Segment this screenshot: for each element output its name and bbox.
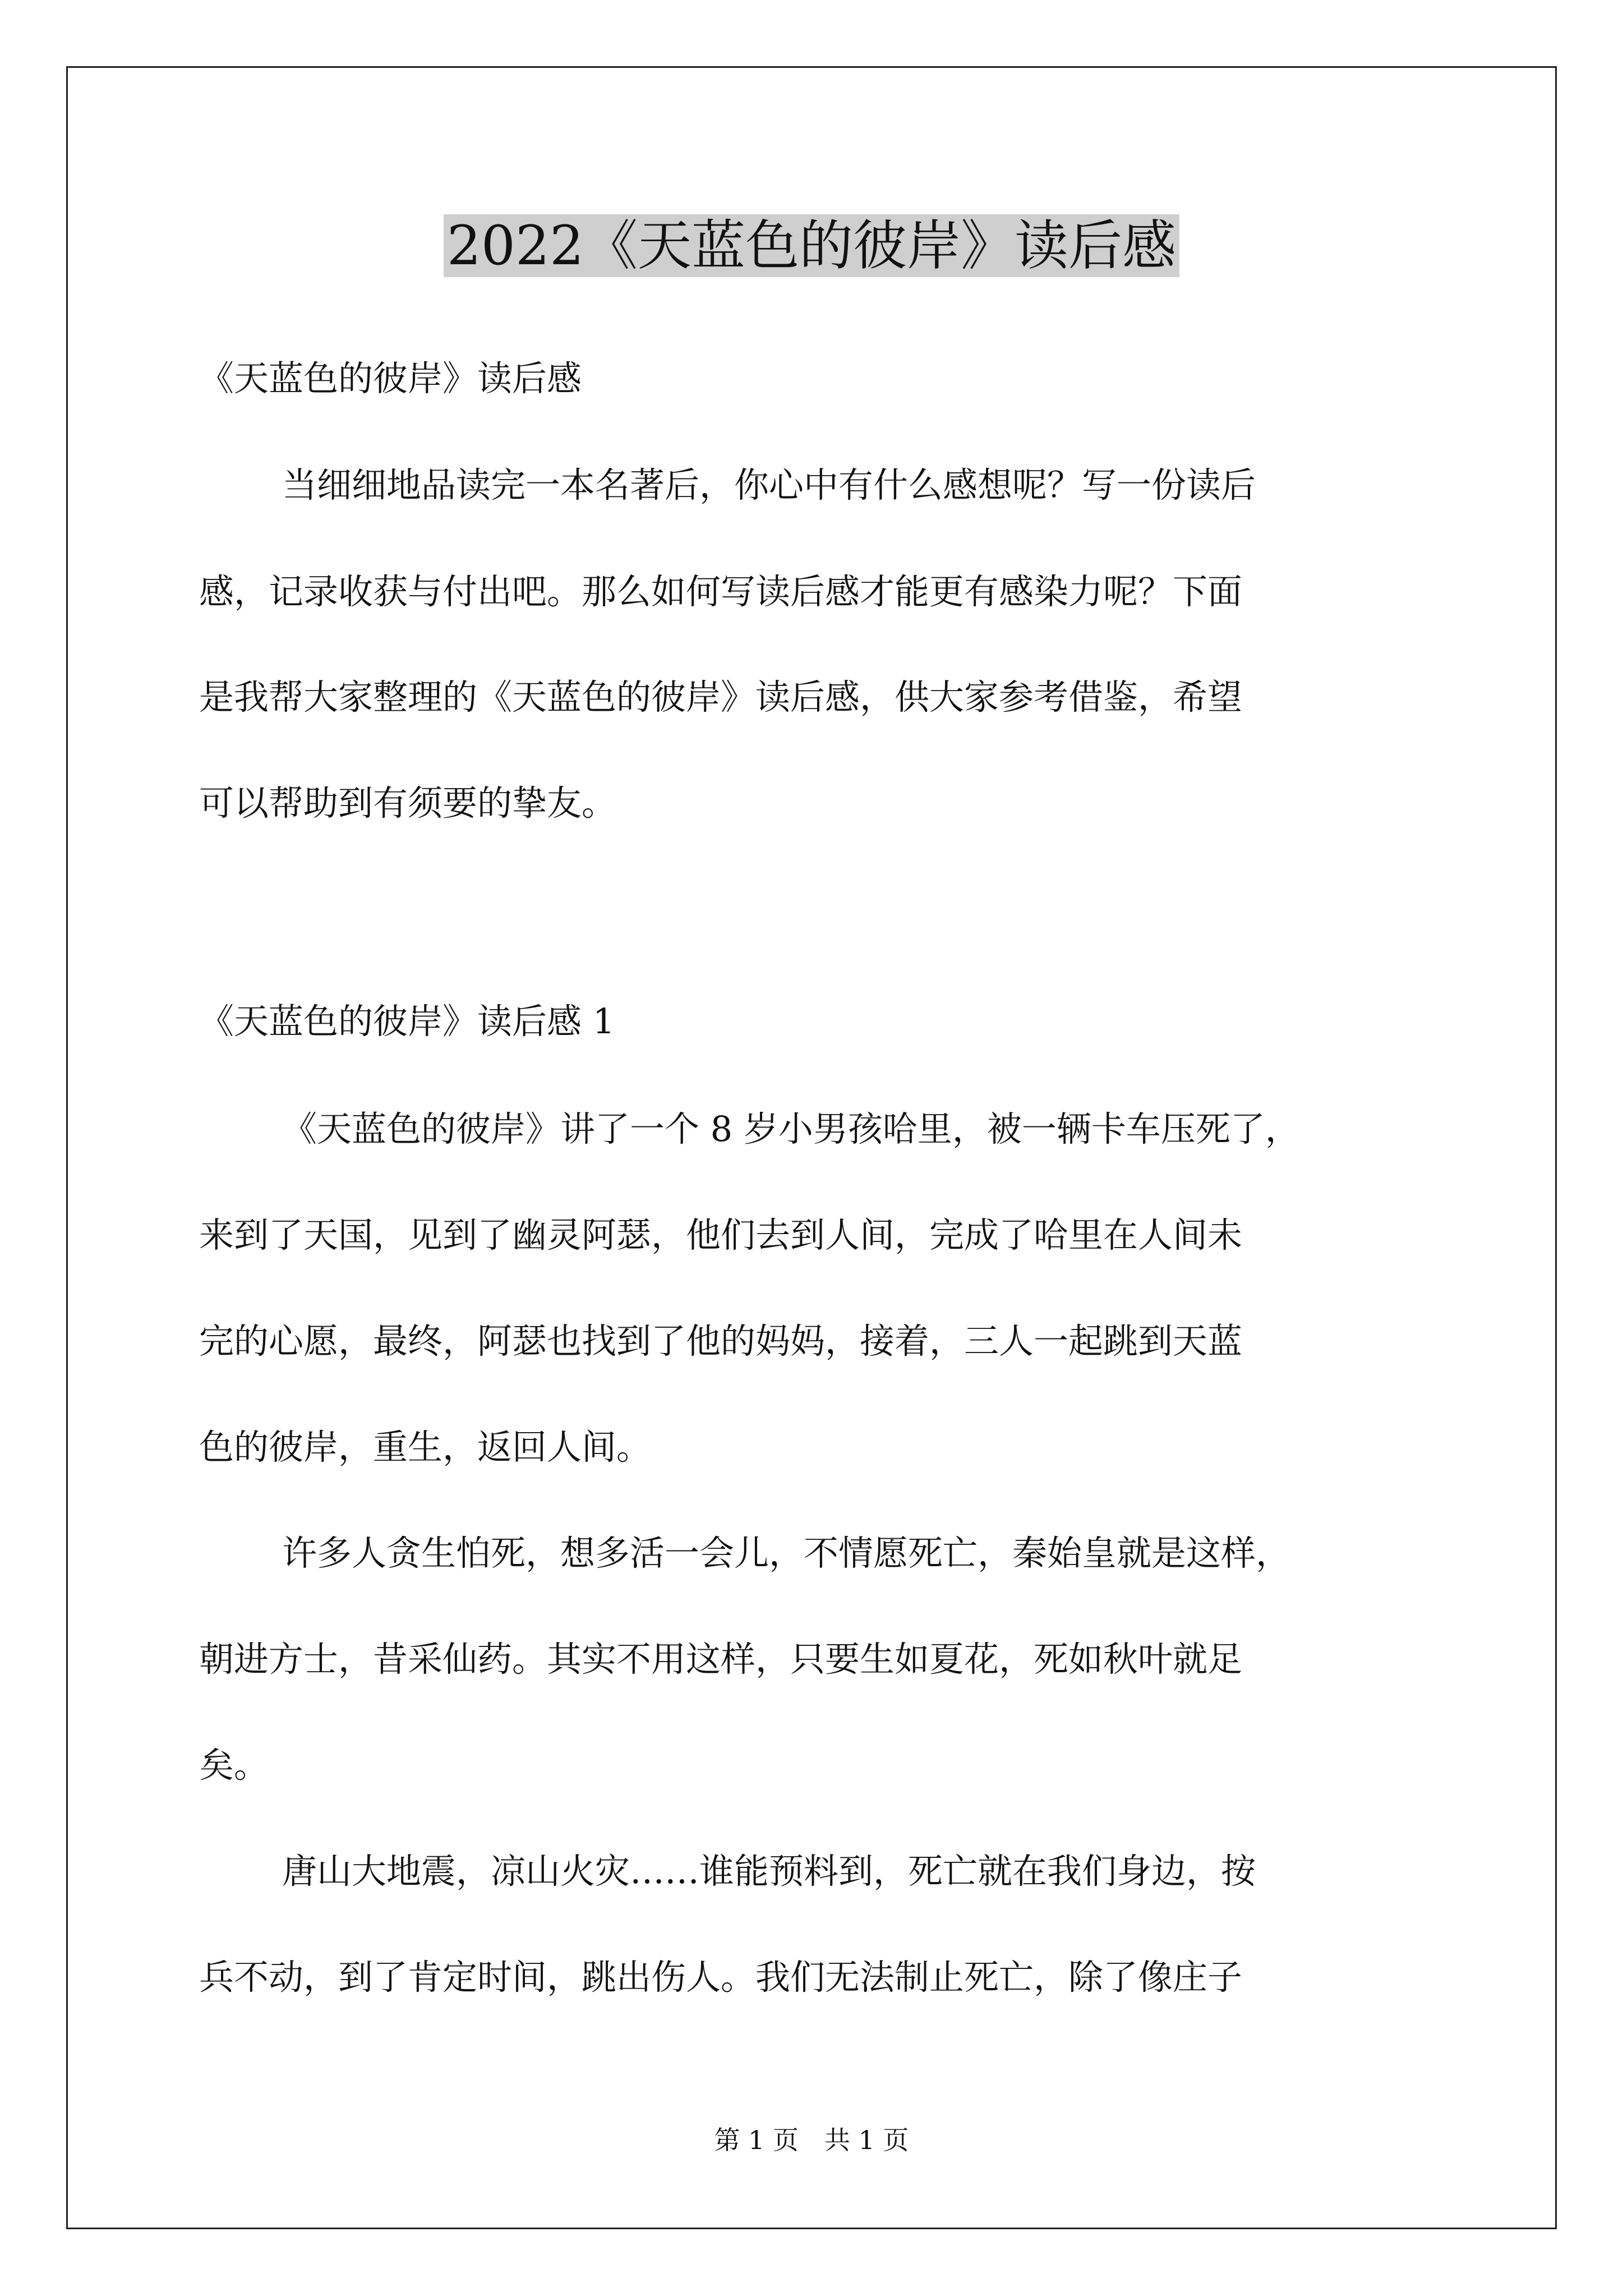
intro-line-1: 当细细地品读完一本名著后，你心中有什么感想呢？写一份读后 <box>282 464 1256 505</box>
para1-line-3: 完的心愿，最终，阿瑟也找到了他的妈妈，接着，三人一起跳到天蓝 <box>199 1320 1243 1361</box>
intro-line-3: 是我帮大家整理的《天蓝色的彼岸》读后感，供大家参考借鉴，希望 <box>199 677 1243 717</box>
para3-line-1: 唐山大地震，凉山火灾……谁能预料到，死亡就在我们身边，按 <box>282 1851 1256 1892</box>
document-title <box>0 206 1623 285</box>
para2-line-2: 朝进方士，昔采仙药。其实不用这样，只要生如夏花，死如秋叶就足 <box>199 1639 1243 1680</box>
intro-line-2: 感，记录收获与付出吧。那么如何写读后感才能更有感染力呢？下面 <box>199 571 1243 612</box>
para1-line-2: 来到了天国，见到了幽灵阿瑟，他们去到人间，完成了哈里在人间未 <box>199 1214 1243 1255</box>
intro-line-4: 可以帮助到有须要的挚友。 <box>199 783 617 823</box>
para2-line-1: 许多人贪生怕死，想多活一会儿，不情愿死亡，秦始皇就是这样， <box>282 1533 1291 1573</box>
document-title-text: 2022《天蓝色的彼岸》读后感 <box>444 214 1179 277</box>
section-heading-1: 《天蓝色的彼岸》读后感 1 <box>199 1001 615 1042</box>
para3-line-2: 兵不动，到了肯定时间，跳出伤人。我们无法制止死亡，除了像庄子 <box>199 1957 1243 1998</box>
para1-line-4: 色的彼岸，重生，返回人间。 <box>199 1427 652 1467</box>
para2-line-3: 矣。 <box>199 1745 269 1786</box>
page-number-footer: 第 1 页 共 1 页 <box>714 2125 909 2155</box>
section-heading: 《天蓝色的彼岸》读后感 <box>199 358 582 399</box>
para1-line-1: 《天蓝色的彼岸》讲了一个 8 岁小男孩哈里，被一辆卡车压死了， <box>282 1108 1300 1149</box>
